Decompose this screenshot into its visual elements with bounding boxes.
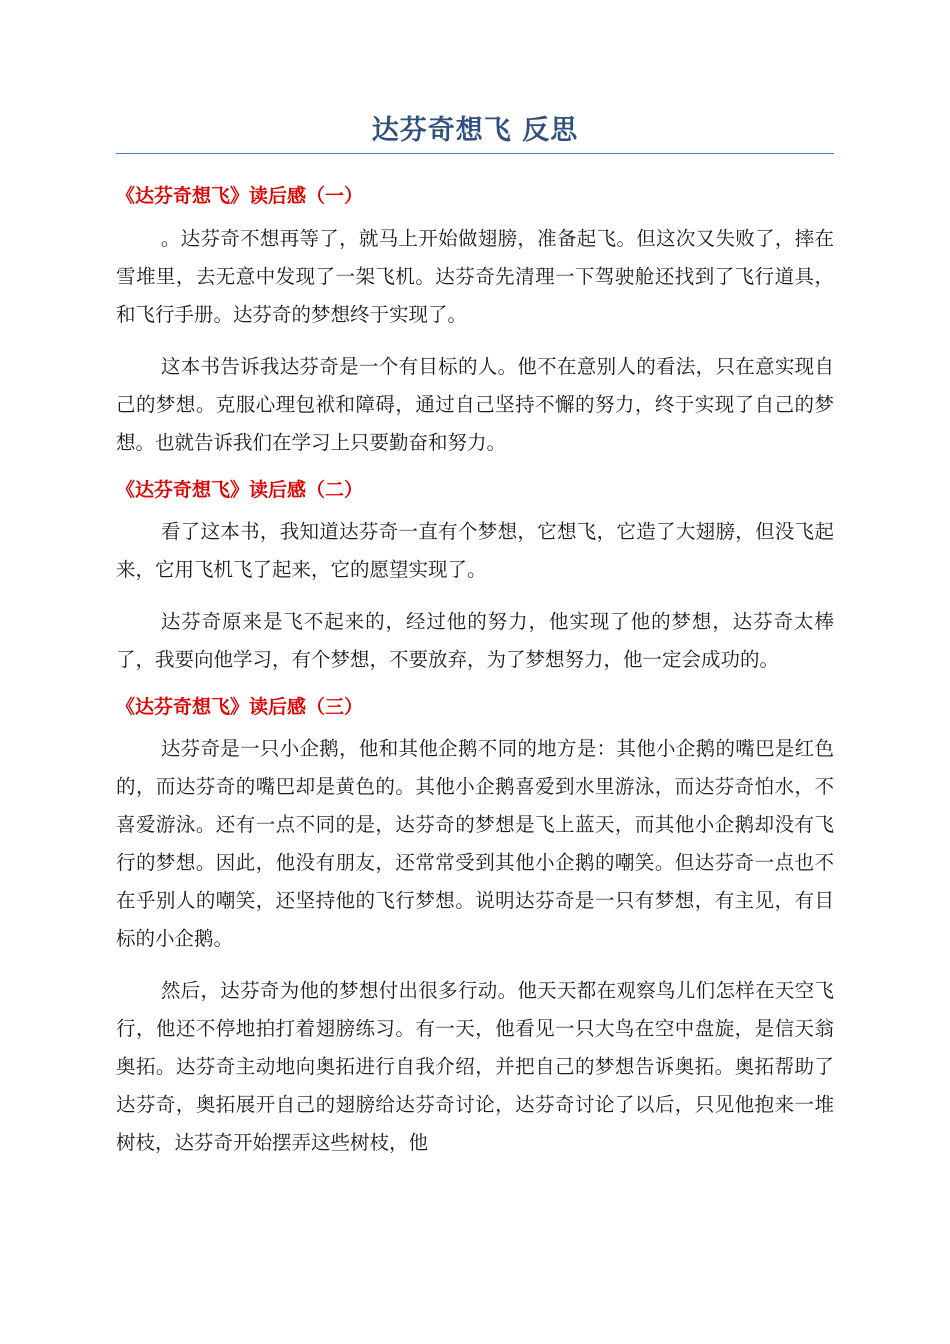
section-heading: 《达芬奇想飞》读后感（二）: [116, 479, 364, 501]
paragraph: 。达芬奇不想再等了，就马上开始做翅膀，准备起飞。但这次又失败了，摔在雪堆里，去无意中发现了一架飞机。达芬奇先清理一下驾驶舱还找到了飞行道具，和飞行手册。达芬奇的梦想终于实现了。: [116, 227, 834, 326]
paragraph: 这本书告诉我达芬奇是一个有目标的人。他不在意别人的看法，只在意实现自己的梦想。克服心理包袱和障碍，通过自己坚持不懈的努力，终于实现了自己的梦想。也就告诉我们在学习上只要勤奋和努力。: [116, 355, 834, 454]
paragraph: 达芬奇原来是飞不起来的，经过他的努力，他实现了他的梦想，达芬奇太棒了，我要向他学习，有个梦想，不要放弃，为了梦想努力，他一定会成功的。: [116, 610, 834, 671]
paragraph: 看了这本书，我知道达芬奇一直有个梦想，它想飞，它造了大翅膀，但没飞起来，它用飞机飞了起来，它的愿望实现了。: [116, 520, 834, 581]
section-2: [116, 476, 834, 679]
paragraph: 达芬奇是一只小企鹅，他和其他企鹅不同的地方是：其他小企鹅的嘴巴是红色的，而达芬奇的嘴巴却是黄色的。其他小企鹅喜爱到水里游泳，而达芬奇怕水，不喜爱游泳。还有一点不同的是，达芬奇的梦想是飞上蓝天，而其他小企鹅却没有飞行的梦想。因此，他没有朋友，还常常受到其他小企鹅的嘲笑。但达芬奇一点也不在乎别人的嘲笑，还坚持他的飞行梦想。说明达芬奇是一只有梦想，有主见，有目标的小企鹅。: [116, 737, 834, 950]
section-heading: 《达芬奇想飞》读后感（一）: [116, 185, 364, 207]
section-3: [116, 693, 834, 1162]
document-title: 达芬奇想飞 反思: [371, 115, 579, 146]
section-1: [116, 182, 834, 462]
section-heading: 《达芬奇想飞》读后感（三）: [116, 696, 364, 718]
paragraph: 然后，达芬奇为他的梦想付出很多行动。他天天都在观察鸟儿们怎样在天空飞行，他还不停地拍打着翅膀练习。有一天，他看见一只大鸟在空中盘旋，是信天翁奥拓。达芬奇主动地向奥拓进行自我介绍，并把自己的梦想告诉奥拓。奥拓帮助了达芬奇，奥拓展开自己的翅膀给达芬奇讨论，达芬奇讨论了以后，只见他抱来一堆树枝，达芬奇开始摆弄这些树枝，他: [116, 979, 834, 1154]
title-divider: [116, 153, 834, 154]
